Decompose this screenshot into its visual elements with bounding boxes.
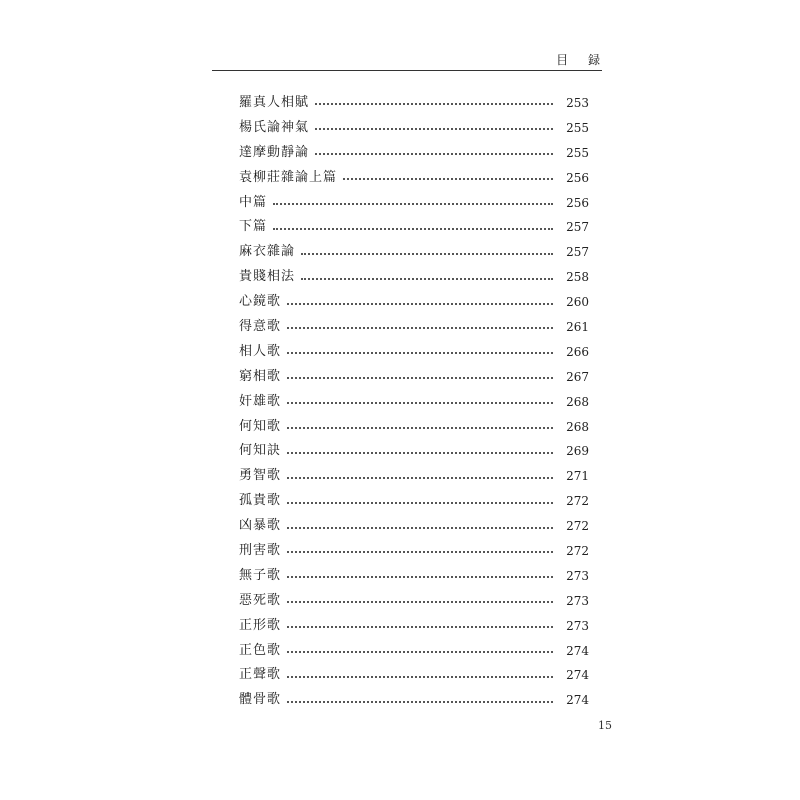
dot-leader <box>287 352 553 354</box>
toc-entry[interactable] <box>239 116 589 141</box>
toc-entry-title: 正形歌 <box>239 617 282 633</box>
dot-leader <box>301 253 553 255</box>
toc-entry-page: 255 <box>566 145 589 160</box>
toc-entry-page: 272 <box>566 544 589 559</box>
toc-entry-title: 凶暴歌 <box>239 518 282 534</box>
toc-entry[interactable] <box>239 539 589 564</box>
toc-entry-title: 奸雄歌 <box>239 393 282 409</box>
toc-entry[interactable] <box>239 464 589 489</box>
toc-entry-title: 袁柳莊雜論上篇 <box>239 169 338 185</box>
toc-entry[interactable] <box>239 240 589 265</box>
toc-entry[interactable] <box>239 315 589 340</box>
toc-entry-title: 心鏡歌 <box>239 294 282 310</box>
toc-entry-page: 273 <box>566 568 589 583</box>
toc-entry[interactable] <box>239 489 589 514</box>
toc-entry-page: 257 <box>566 220 589 235</box>
toc-entry-title: 孤貴歌 <box>239 493 282 509</box>
page-number: 15 <box>598 719 612 732</box>
toc-entry-page: 256 <box>566 195 589 210</box>
toc-entry-title: 何知歌 <box>239 418 282 434</box>
toc-entry-title: 正色歌 <box>239 642 282 658</box>
toc-entry-page: 261 <box>566 320 589 335</box>
dot-leader <box>287 651 553 653</box>
table-of-contents <box>239 91 589 713</box>
toc-entry[interactable] <box>239 141 589 166</box>
toc-entry[interactable] <box>239 290 589 315</box>
dot-leader <box>315 128 553 130</box>
toc-entry-title: 麻衣雜論 <box>239 244 296 260</box>
toc-entry[interactable] <box>239 191 589 216</box>
dot-leader <box>287 402 553 404</box>
toc-entry-page: 274 <box>566 693 589 708</box>
toc-entry[interactable] <box>239 340 589 365</box>
toc-entry-page: 253 <box>566 96 589 110</box>
toc-entry-page: 274 <box>566 668 589 683</box>
toc-entry[interactable] <box>239 215 589 240</box>
dot-leader <box>273 228 553 230</box>
toc-entry-title: 達摩動靜論 <box>239 144 310 160</box>
dot-leader <box>287 327 553 329</box>
toc-entry[interactable] <box>239 415 589 440</box>
dot-leader <box>287 601 553 603</box>
toc-entry-title: 楊氏論神氣 <box>239 119 310 135</box>
toc-entry[interactable] <box>239 365 589 390</box>
dot-leader <box>287 427 553 429</box>
dot-leader <box>287 502 553 504</box>
dot-leader <box>287 676 553 678</box>
toc-entry[interactable] <box>239 265 589 290</box>
dot-leader <box>287 527 553 529</box>
toc-entry[interactable] <box>239 514 589 539</box>
toc-entry-page: 272 <box>566 519 589 534</box>
dot-leader <box>287 551 553 553</box>
toc-entry-title: 窮相歌 <box>239 368 282 384</box>
toc-entry[interactable] <box>239 390 589 415</box>
toc-entry-page: 268 <box>566 394 589 409</box>
toc-entry-title: 羅真人相賦 <box>239 95 310 110</box>
toc-entry-title: 惡死歌 <box>239 592 282 608</box>
toc-entry-page: 267 <box>566 369 589 384</box>
toc-entry[interactable] <box>239 663 589 688</box>
toc-entry-title: 中篇 <box>239 194 268 210</box>
toc-entry[interactable] <box>239 166 589 191</box>
toc-entry-page: 273 <box>566 593 589 608</box>
dot-leader <box>287 576 553 578</box>
toc-entry-title: 刑害歌 <box>239 543 282 559</box>
toc-entry-title: 下篇 <box>239 219 268 235</box>
dot-leader <box>287 477 553 479</box>
toc-entry-page: 260 <box>566 295 589 310</box>
toc-entry-title: 勇智歌 <box>239 468 282 484</box>
toc-entry-title: 貴賤相法 <box>239 269 296 285</box>
toc-entry-page: 255 <box>566 120 589 135</box>
toc-entry-page: 273 <box>566 618 589 633</box>
toc-entry-page: 258 <box>566 270 589 285</box>
toc-entry-page: 256 <box>566 170 589 185</box>
toc-entry-title: 正聲歌 <box>239 667 282 683</box>
toc-entry[interactable] <box>239 439 589 464</box>
toc-entry-page: 274 <box>566 643 589 658</box>
toc-entry-title: 體骨歌 <box>239 692 282 708</box>
toc-entry-page: 257 <box>566 245 589 260</box>
dot-leader <box>287 452 553 454</box>
dot-leader <box>287 701 553 703</box>
dot-leader <box>287 626 553 628</box>
toc-entry[interactable] <box>239 639 589 664</box>
toc-entry-title: 何知訣 <box>239 443 282 459</box>
dot-leader <box>287 303 553 305</box>
toc-entry[interactable] <box>239 688 589 713</box>
toc-entry[interactable] <box>239 614 589 639</box>
dot-leader <box>315 103 553 105</box>
header-rule <box>212 70 602 71</box>
dot-leader <box>287 377 553 379</box>
toc-entry-page: 269 <box>566 444 589 459</box>
running-header: 目 録 <box>556 53 608 67</box>
toc-entry-title: 得意歌 <box>239 319 282 335</box>
dot-leader <box>273 203 553 205</box>
dot-leader <box>343 178 553 180</box>
toc-entry[interactable] <box>239 589 589 614</box>
toc-entry-page: 266 <box>566 344 589 359</box>
toc-entry-title: 無子歌 <box>239 567 282 583</box>
toc-entry-page: 271 <box>566 469 589 484</box>
toc-entry[interactable] <box>239 564 589 589</box>
toc-entry-title: 相人歌 <box>239 343 282 359</box>
toc-entry[interactable] <box>239 91 589 116</box>
dot-leader <box>301 278 553 280</box>
dot-leader <box>315 153 553 155</box>
toc-entry-page: 268 <box>566 419 589 434</box>
toc-entry-page: 272 <box>566 494 589 509</box>
